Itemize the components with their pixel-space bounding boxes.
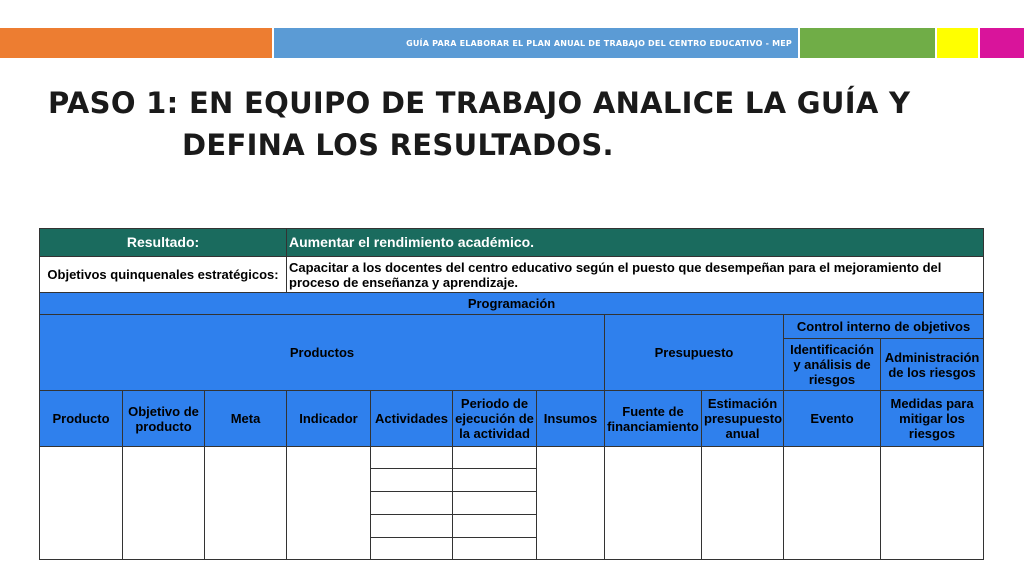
magenta-segment — [980, 28, 1024, 58]
cell-periodo-2 — [453, 469, 537, 492]
header-banner — [274, 28, 798, 58]
objetivos-label: Objetivos quinquenales estratégicos: — [40, 257, 287, 293]
col-producto: Producto — [40, 391, 123, 447]
cell-periodo-1 — [453, 447, 537, 469]
cell-periodo-5 — [453, 538, 537, 560]
col-fuente: Fuente de financiamiento — [605, 391, 702, 447]
administracion-header: Administración de los riesgos — [881, 339, 984, 391]
col-evento: Evento — [784, 391, 881, 447]
cell-periodo-4 — [453, 515, 537, 538]
objetivos-value: Capacitar a los docentes del centro educativo según el puesto que desempeñan para el mejoramiento del proceso de enseñanza y aprendizaje. — [287, 257, 984, 293]
cell-actividad-5 — [371, 538, 453, 560]
col-insumos: Insumos — [537, 391, 605, 447]
title-line-2: DEFINA LOS RESULTADOS. — [182, 128, 614, 162]
green-segment — [800, 28, 935, 58]
cell-estimacion — [702, 447, 784, 560]
cell-actividad-3 — [371, 492, 453, 515]
cell-medidas — [881, 447, 984, 560]
cell-indicador — [287, 447, 371, 560]
cell-objetivo — [123, 447, 205, 560]
title-line-1: PASO 1: EN EQUIPO DE TRABAJO ANALICE LA GUÍA Y — [48, 86, 911, 120]
orange-segment — [0, 28, 272, 58]
col-estimacion: Estimación presupuesto anual — [702, 391, 784, 447]
col-medidas: Medidas para mitigar los riesgos — [881, 391, 984, 447]
productos-header: Productos — [40, 315, 605, 391]
cell-actividad-2 — [371, 469, 453, 492]
presupuesto-header: Presupuesto — [605, 315, 784, 391]
cell-actividad-1 — [371, 447, 453, 469]
header-color-bar — [0, 28, 1024, 58]
col-indicador: Indicador — [287, 391, 371, 447]
identificacion-header: Identificación y análisis de riesgos — [784, 339, 881, 391]
plan-table — [39, 228, 984, 560]
cell-producto — [40, 447, 123, 560]
col-periodo: Periodo de ejecución de la actividad — [453, 391, 537, 447]
control-header: Control interno de objetivos — [784, 315, 984, 339]
cell-periodo-3 — [453, 492, 537, 515]
resultado-label: Resultado: — [40, 229, 287, 257]
cell-insumos — [537, 447, 605, 560]
col-objetivo-producto: Objetivo de producto — [123, 391, 205, 447]
cell-actividad-4 — [371, 515, 453, 538]
resultado-value: Aumentar el rendimiento académico. — [287, 229, 984, 257]
cell-meta — [205, 447, 287, 560]
programacion-header: Programación — [40, 293, 984, 315]
cell-fuente — [605, 447, 702, 560]
page-title — [48, 82, 988, 166]
cell-evento — [784, 447, 881, 560]
col-meta: Meta — [205, 391, 287, 447]
header-banner-text: GUÍA PARA ELABORAR EL PLAN ANUAL DE TRABAJO DEL CENTRO EDUCATIVO - MEP — [406, 38, 792, 48]
yellow-segment — [937, 28, 978, 58]
col-actividades: Actividades — [371, 391, 453, 447]
